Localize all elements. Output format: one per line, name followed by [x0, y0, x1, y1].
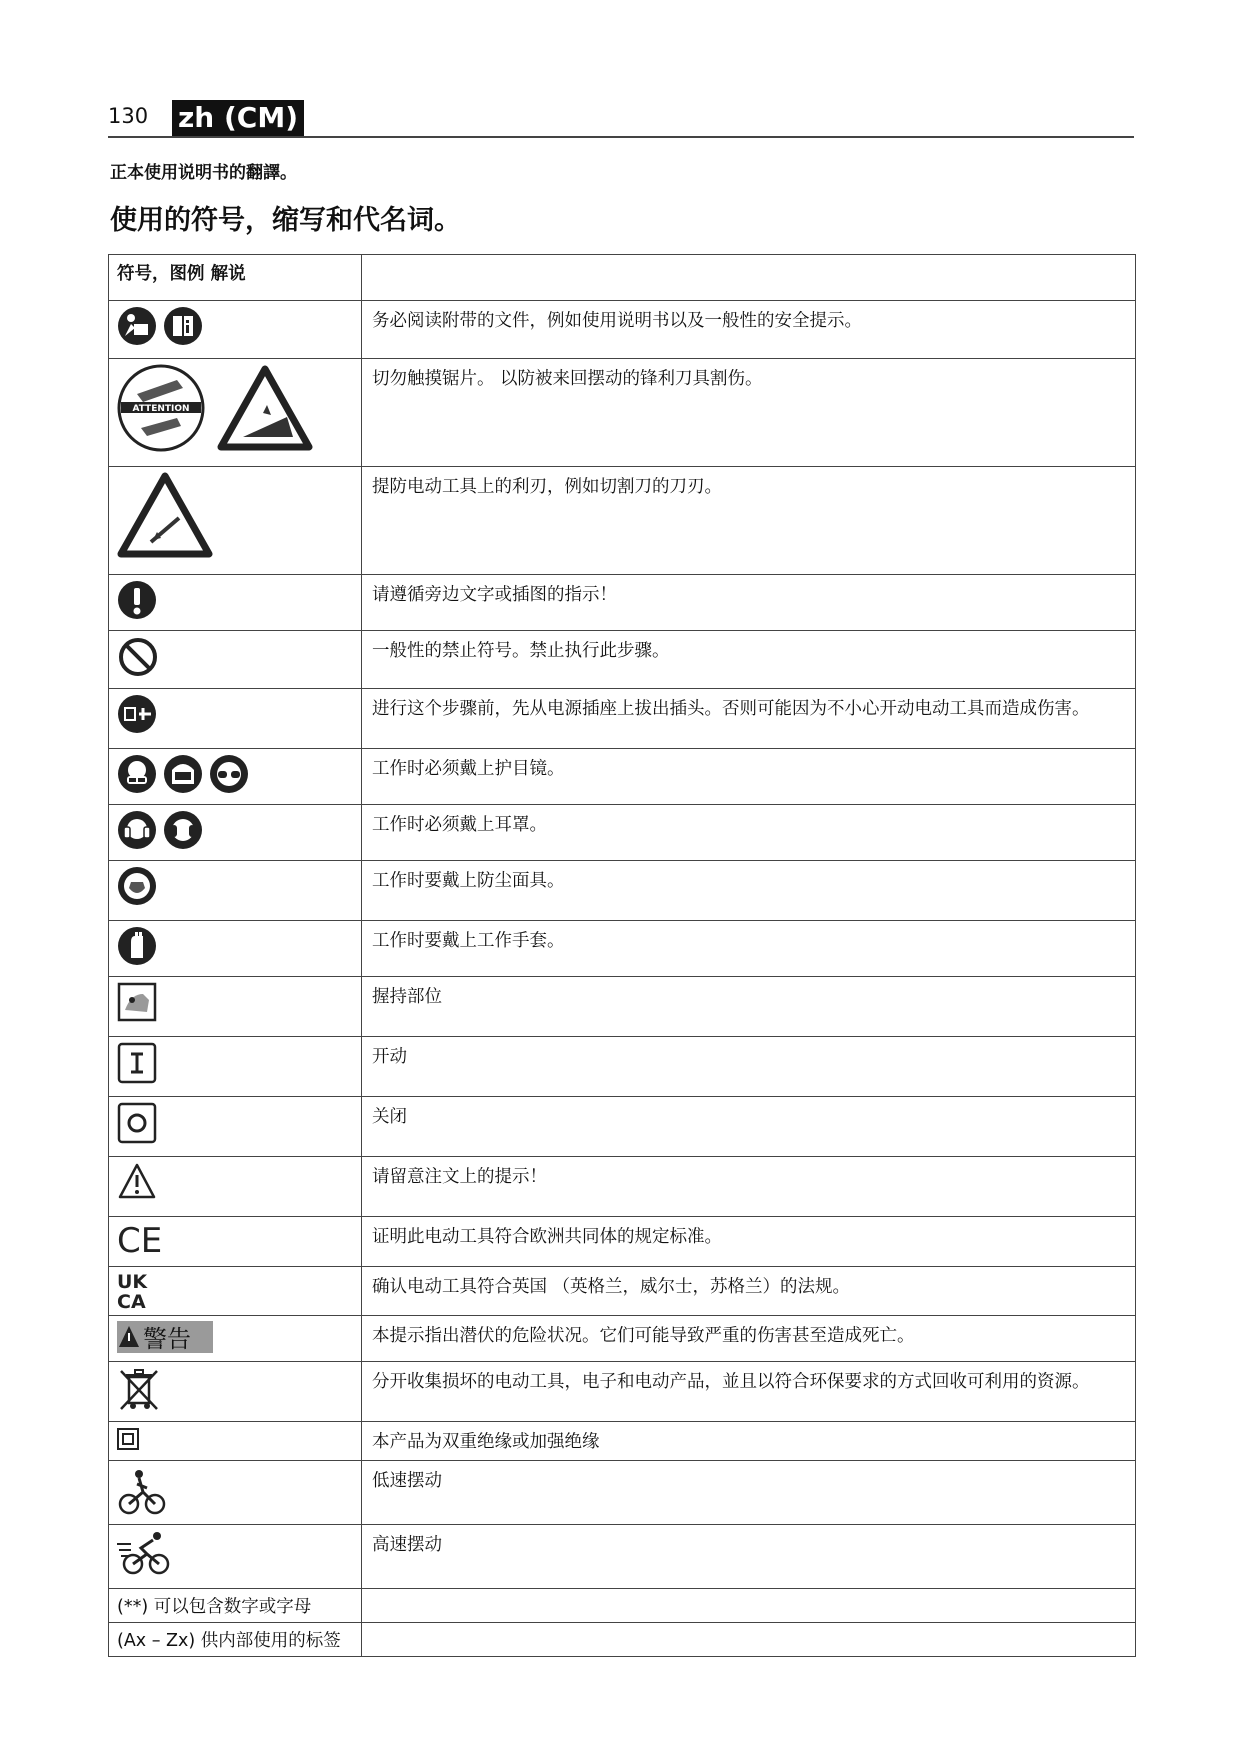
translation-note: 正本使用说明书的翻譯。 [110, 163, 297, 183]
ukca-mark-line2: CA [117, 1291, 146, 1310]
crossed-bin-icon [117, 1367, 161, 1413]
table-row [109, 977, 1136, 1037]
table-row [109, 805, 1136, 861]
table-row [109, 1316, 1136, 1362]
table-row [109, 467, 1136, 575]
attention-label: ATTENTION [132, 404, 190, 414]
table-row [109, 1525, 1136, 1589]
ear-muffs-icon [117, 810, 157, 850]
page-number: 130 [108, 104, 149, 128]
symbols-table [108, 254, 1136, 1657]
row-description: 请留意注文上的提示！ [362, 1157, 1136, 1217]
table-row [109, 861, 1136, 921]
cut-hazard-warning-icon [217, 365, 313, 451]
table-row [109, 1097, 1136, 1157]
warning-label-icon [117, 1321, 213, 1353]
ce-mark-icon [117, 1222, 163, 1256]
table-row [109, 631, 1136, 689]
unplug-icon [117, 694, 157, 734]
table-row [109, 1589, 1136, 1623]
table-row [109, 921, 1136, 977]
table-row [109, 575, 1136, 631]
row-description: 工作时要戴上工作手套。 [362, 921, 1136, 977]
table-row [109, 1362, 1136, 1422]
exclamation-icon [117, 580, 157, 620]
ukca-mark-icon [117, 1270, 153, 1310]
language-badge: zh (CM) [172, 100, 304, 136]
header-rule [108, 136, 1134, 138]
row-description: 工作时要戴上防尘面具。 [362, 861, 1136, 921]
row-description: 确认电动工具符合英国 （英格兰，威尔士，苏格兰）的法规。 [362, 1267, 1136, 1316]
row-description: 分开收集损坏的电动工具，电子和电动产品，並且以符合环保要求的方式回收可利用的资源。 [362, 1362, 1136, 1422]
row-description: 本产品为双重绝缘或加强绝缘 [362, 1422, 1136, 1461]
footnote: (Ax – Zx) 供内部使用的标签 [109, 1623, 362, 1657]
grip-area-icon [117, 982, 157, 1022]
dust-mask-icon [117, 866, 157, 906]
table-row [109, 1461, 1136, 1525]
sharp-blade-warning-icon [117, 472, 213, 558]
table-row [109, 359, 1136, 467]
table-row [109, 301, 1136, 359]
table-row [109, 1217, 1136, 1267]
row-description: 开动 [362, 1037, 1136, 1097]
attention-blade-icon [117, 364, 205, 452]
row-description: 关闭 [362, 1097, 1136, 1157]
safety-glasses-icon [209, 754, 249, 794]
ear-protection-icon [163, 810, 203, 850]
table-header-row [109, 255, 1136, 301]
ce-mark-label: CE [117, 1222, 163, 1256]
row-description: 提防电动工具上的利刃，例如切割刀的刀刃。 [362, 467, 1136, 575]
row-description: 一般性的禁止符号。禁止执行此步骤。 [362, 631, 1136, 689]
gloves-icon [117, 926, 157, 966]
read-manual-icon [117, 306, 157, 346]
row-description: 务必阅读附带的文件，例如使用说明书以及一般性的安全提示。 [362, 301, 1136, 359]
double-insulation-icon [117, 1428, 139, 1450]
page-title: 使用的符号，缩写和代名词。 [110, 205, 461, 236]
row-description: 证明此电动工具符合欧洲共同体的规定标准。 [362, 1217, 1136, 1267]
row-description: 请遵循旁边文字或插图的指示！ [362, 575, 1136, 631]
power-off-icon [117, 1102, 157, 1144]
manual-book-icon [163, 306, 203, 346]
footnote: (**) 可以包含数字或字母 [109, 1589, 362, 1623]
high-speed-cyclist-icon [117, 1530, 173, 1576]
row-description: 握持部位 [362, 977, 1136, 1037]
warning-label-text: 警告 [143, 1325, 191, 1353]
row-description: 高速摆动 [362, 1525, 1136, 1589]
warning-triangle-icon [117, 1162, 157, 1200]
column-header: 符号，图例 解说 [109, 255, 362, 301]
goggles-icon [117, 754, 157, 794]
table-row [109, 689, 1136, 749]
row-description: 进行这个步骤前，先从电源插座上拔出插头。否则可能因为不小心开动电动工具而造成伤害。 [362, 689, 1136, 749]
table-row [109, 749, 1136, 805]
table-row [109, 1422, 1136, 1461]
power-on-icon [117, 1042, 157, 1084]
low-speed-cyclist-icon [117, 1466, 167, 1516]
row-description: 工作时必须戴上护目镜。 [362, 749, 1136, 805]
column-header-empty [362, 255, 1136, 301]
row-description: 本提示指出潜伏的危险状况。它们可能导致严重的伤害甚至造成死亡。 [362, 1316, 1136, 1362]
row-description: 低速摆动 [362, 1461, 1136, 1525]
table-row [109, 1157, 1136, 1217]
row-description: 工作时必须戴上耳罩。 [362, 805, 1136, 861]
ukca-mark-line1: UK [117, 1271, 148, 1293]
face-shield-icon [163, 754, 203, 794]
table-row [109, 1623, 1136, 1657]
table-row [109, 1037, 1136, 1097]
page-header [108, 100, 1134, 140]
prohibition-icon [117, 636, 159, 678]
row-description: 切勿触摸锯片。 以防被来回摆动的锋利刀具割伤。 [362, 359, 1136, 467]
table-row [109, 1267, 1136, 1316]
